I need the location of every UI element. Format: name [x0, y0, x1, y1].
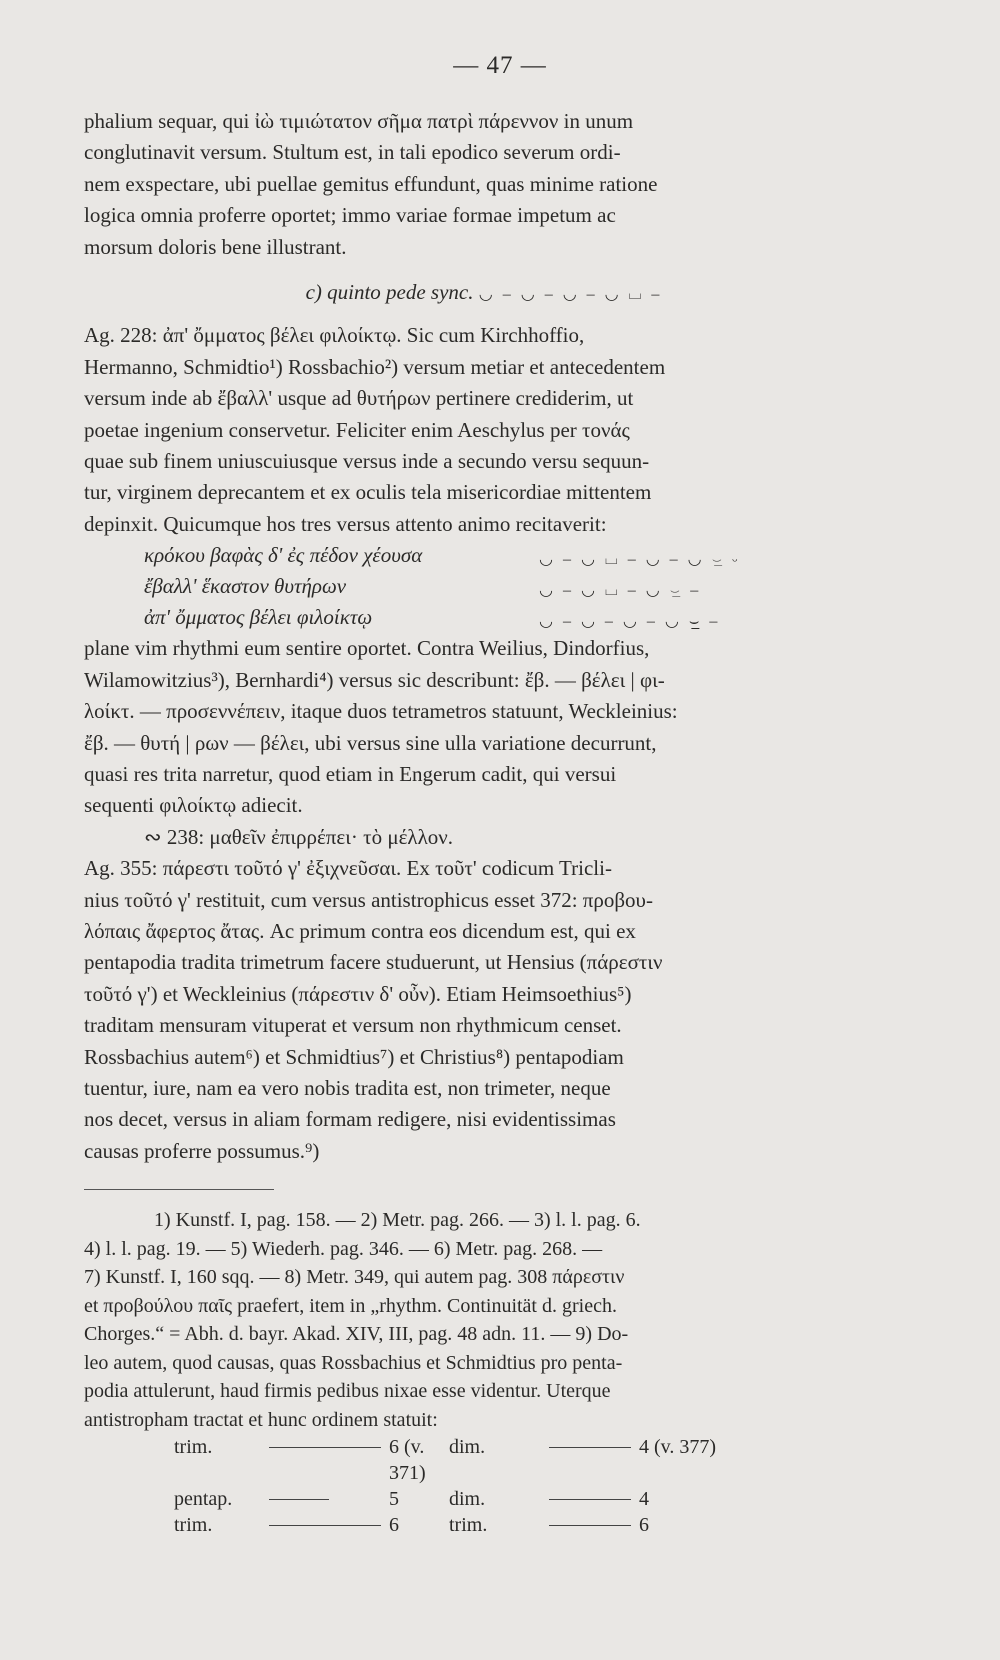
table-cell: 6 — [389, 1514, 399, 1537]
table-cell: trim. — [174, 1514, 213, 1537]
text-line: quae sub finem uniuscuiusque versus inde a secundo versu sequun- — [84, 449, 650, 474]
text-line: sequenti φιλοίκτῳ adiecit. — [84, 793, 303, 818]
text-line: λοίκτ. — προσεννέπειν, itaque duos tetrametros statuunt, Weckleinius: — [84, 699, 678, 724]
text-line: nem exspectare, ubi puellae gemitus effundunt, quas minime ratione — [84, 171, 658, 196]
table-dash — [269, 1499, 329, 1500]
table-cell: trim. — [174, 1436, 213, 1459]
text-line: plane vim rhythmi eum sentire oportet. Contra Weilius, Dindorfius, — [84, 636, 650, 661]
paragraph-4 — [84, 822, 884, 853]
verse-meter: ◡ – ◡ ⌴ – ◡ – ◡ ⌣̲ ⏑ — [539, 551, 741, 569]
table-cell: dim. — [449, 1488, 486, 1511]
paragraph-1 — [84, 106, 884, 263]
verse-line — [144, 571, 884, 602]
verse-meter: ◡ – ◡ – ◡ – ◡ ⌣̲ – — [539, 613, 721, 631]
verse-line — [144, 540, 884, 571]
footnote-line: leo autem, quod causas, quas Rossbachius et Schmidtius pro penta- — [84, 1351, 623, 1374]
text-line: Wilamowitzius³), Bernhardi⁴) versus sic describunt: ἔβ. — βέλει | φι- — [84, 667, 665, 692]
text-line: depinxit. Quicumque hos tres versus attento animo recitaverit: — [84, 511, 607, 536]
table-cell: 4 (v. 377) — [639, 1436, 717, 1459]
text-line: quasi res trita narretur, quod etiam in Engerum cadit, qui versui — [84, 761, 617, 786]
table-dash — [549, 1525, 631, 1526]
text-line: causas proferre possumus.⁹) — [84, 1138, 320, 1163]
verse-line — [144, 602, 884, 633]
table-dash — [269, 1447, 381, 1448]
verse-greek: ἀπ' ὄμματος βέλει φιλοίκτῳ — [144, 605, 373, 630]
text-line: poetae ingenium conservetur. Feliciter enim Aeschylus per τονάς — [84, 417, 630, 442]
footnote-line: 4) l. l. pag. 19. — 5) Wiederh. pag. 346. — 6) Metr. pag. 268. — — [84, 1237, 603, 1260]
footnote-line: antistropham tractat et hunc ordinem statuit: — [84, 1408, 438, 1431]
text-line: nius τοῦτό γ' restituit, cum versus antistrophicus esset 372: προβου- — [84, 887, 653, 912]
text-line: phalium sequar, qui ἰὼ τιμιώτατον σῆμα πατρὶ πάρεννον in unum — [84, 109, 634, 133]
text-line: Hermanno, Schmidtio¹) Rossbachio²) versum metiar et antecedentem — [84, 354, 666, 379]
footnote-divider — [84, 1189, 274, 1190]
text-line: tuentur, iure, nam ea vero nobis tradita est, non trimeter, neque — [84, 1075, 611, 1100]
text-line: logica omnia proferre oportet; immo variae formae impetum ac — [84, 203, 616, 228]
footnote-line: Chorges.“ = Abh. d. bayr. Akad. XIV, III, pag. 48 adn. 11. — 9) Do- — [84, 1323, 629, 1346]
paragraph-5 — [84, 853, 884, 1167]
footnote-line: et προβούλου παῖς praefert, item in „rhythm. Continuität d. griech. — [84, 1294, 617, 1317]
table-cell: trim. — [449, 1514, 488, 1537]
text-line: tur, virginem deprecantem et ex oculis tela misericordiae mittentem — [84, 480, 652, 505]
text-line: traditam mensuram vituperat et versum non rhythmicum censet. — [84, 1013, 622, 1038]
text-line: morsum doloris bene illustrant. — [84, 234, 347, 259]
heading-text: c) quinto pede sync. — [305, 280, 474, 305]
main-text — [84, 106, 884, 1538]
text-line: Ag. 228: ἀπ' ὄμματος βέλει φιλοίκτῳ. Sic cum Kirchhoffio, — [84, 323, 585, 348]
table-cell: dim. — [449, 1436, 486, 1459]
table-cell: 5 — [389, 1488, 399, 1511]
table-cell: 4 — [639, 1488, 649, 1511]
footnote-line: podia attulerunt, haud firmis pedibus nixae esse videntur. Uterque — [84, 1380, 611, 1403]
verse-greek: ἔβαλλ' ἕκαστον θυτήρων — [144, 574, 347, 599]
footnote-line: 7) Kunstf. I, 160 sqq. — 8) Metr. 349, qui autem pag. 308 πάρεστιν — [84, 1266, 625, 1289]
paragraph-2 — [84, 320, 884, 540]
text-line: λόπαις ἄφερτος ἄτας. Ac primum contra eos dicendum est, qui ex — [84, 918, 636, 943]
text-line: Ag. 355: πάρεστι τοῦτό γ' ἐξιχνεῦσαι. Ex τοῦτ' codicum Tricli- — [84, 856, 612, 881]
verse-block — [84, 540, 884, 633]
text-line: pentapodia tradita trimetrum facere studuerunt, ut Hensius (πάρεστιν — [84, 950, 663, 975]
footnotes — [84, 1206, 884, 1434]
text-line: ∾ 238: μαθεῖν ἐπιρρέπει· τὸ μέλλον. — [144, 824, 454, 849]
table-dash — [549, 1447, 631, 1448]
text-line: conglutinavit versum. Stultum est, in tali epodico severum ordi- — [84, 140, 621, 165]
verse-meter: ◡ – ◡ ⌴ – ◡ ⌣̲ – — [539, 582, 702, 600]
table-cell: 6 (v. 371) — [389, 1436, 426, 1485]
verse-greek: κρόκου βαφὰς δ' ἐς πέδον χέουσα — [144, 543, 423, 568]
table-cell: 6 — [639, 1514, 649, 1537]
page-number: — 47 — — [453, 52, 547, 79]
meter-table — [174, 1434, 884, 1538]
paragraph-3 — [84, 633, 884, 821]
table-dash — [549, 1499, 631, 1500]
table-cell: pentap. — [174, 1488, 233, 1511]
text-line: ἔβ. — θυτή | ρων — βέλει, ubi versus sine ulla variatione decurrunt, — [84, 730, 657, 755]
text-line: Rossbachius autem⁶) et Schmidtius⁷) et Christius⁸) pentapodiam — [84, 1044, 624, 1069]
section-heading — [84, 277, 884, 310]
table-dash — [269, 1525, 381, 1526]
text-line: τοῦτό γ') et Weckleinius (πάρεστιν δ' οὖν). Etiam Heimsoethius⁵) — [84, 981, 632, 1006]
text-line: versum inde ab ἔβαλλ' usque ad θυτήρων pertinere crediderim, ut — [84, 386, 634, 411]
heading-meter: ◡ – ◡ – ◡ – ◡ ⌴ – — [478, 286, 663, 304]
footnote-line: 1) Kunstf. I, pag. 158. — 2) Metr. pag. 266. — 3) l. l. pag. 6. — [154, 1209, 641, 1232]
text-line: nos decet, versus in aliam formam redigere, nisi evidentissimas — [84, 1107, 616, 1132]
